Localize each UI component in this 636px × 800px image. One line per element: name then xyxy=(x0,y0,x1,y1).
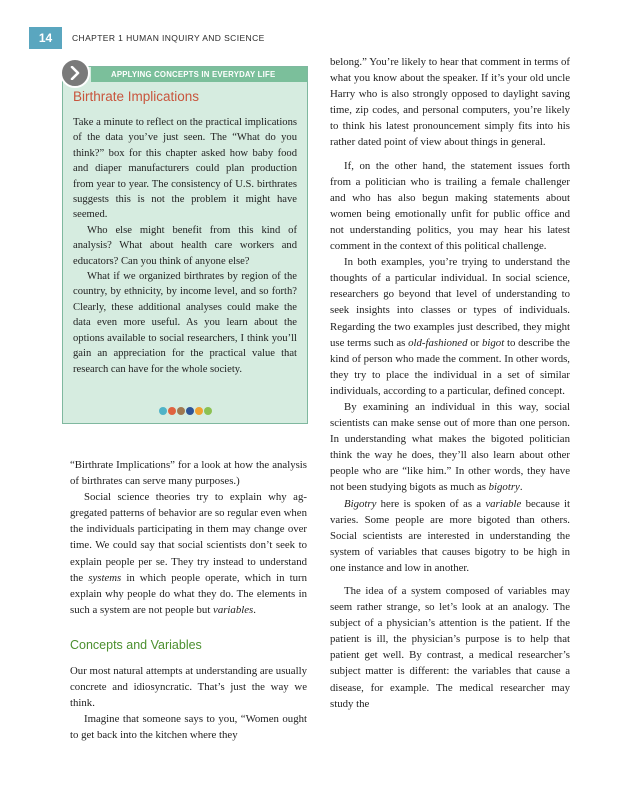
emphasis: bigotry xyxy=(488,481,520,494)
dot-icon xyxy=(186,407,194,415)
body-paragraph: Our most natural attempts at understanding are usually concrete and idiosyncratic. That’s just the way we think. xyxy=(70,664,307,710)
decorative-dots xyxy=(63,407,307,415)
text-run: . xyxy=(519,481,523,494)
dot-icon xyxy=(177,407,185,415)
box-paragraph: Take a minute to reflect on the practical implications of the data you’ve just seen. The “What do you think?” box for this chapter asked how baby food and diaper manufacturers could plan production from year to year. The consistency of U.S. birthrates suggests this is not the problem it might have seemed. xyxy=(73,117,297,221)
left-column xyxy=(70,457,307,743)
dot-icon xyxy=(195,407,203,415)
body-paragraph xyxy=(330,399,570,496)
text-run: here is spoken of as a xyxy=(376,497,486,510)
emphasis: systems xyxy=(88,571,122,584)
box-banner: APPLYING CONCEPTS IN EVERYDAY LIFE xyxy=(91,67,307,82)
text-run: to describe the kind of person who made the comment. In other words, they try to place the individual in a set of similar individuals, according to a particular, defined concept. xyxy=(330,336,570,397)
applying-concepts-box xyxy=(62,66,308,424)
text-run: Social science theories try to explain why aggregated patterns of behavior are so regular even when the individuals participating in them may change over time. We could say that social scientists don’t seek to explain people per se. They try instead to understand the xyxy=(70,491,307,584)
body-paragraph: The idea of a system composed of variables may seem rather strange, so let’s look at an analogy. The subject of a physician’s attention is the patient. If the patient is ill, the physician’s purpose is to help that patient get well. By contrast, a medical researcher’s subject matter is different: the variables that cause a disease, for example. The medical researcher may study the xyxy=(330,585,570,710)
emphasis: Bigotry xyxy=(344,497,377,510)
box-title: Birthrate Implications xyxy=(73,89,200,104)
section-heading: Concepts and Variables xyxy=(70,637,202,652)
running-head: CHAPTER 1 HUMAN INQUIRY AND SCIENCE xyxy=(72,33,265,43)
chevron-right-icon xyxy=(60,58,90,88)
body-paragraph: If, on the other hand, the statement issues forth from a politician who is trailing a female challenger and who has also begun making statements about women being emotionally unfit for public office and not understanding politics, you may hear his latest comment in the context of this political challenge. xyxy=(330,159,570,253)
emphasis: variable xyxy=(485,497,522,510)
body-paragraph: belong.” You’re likely to hear that comment in terms of what you know about the speaker. If it’s your old uncle Harry who is also strongly opposed to daylight saving time, zip codes, and personal computers, you’re likely to think his latest pronouncement simply fits into his rather dated point of view about things in general. xyxy=(330,56,570,149)
emphasis: variables xyxy=(213,603,254,616)
page-number: 14 xyxy=(29,27,62,49)
dot-icon xyxy=(159,407,167,415)
body-paragraph: Imagine that someone says to you, “Women ought to get back into the kitchen where they xyxy=(70,713,307,742)
text-run: . xyxy=(253,603,256,616)
text-run: In both examples, you’re trying to understand the thoughts of a particular individual. In social science, researchers go beyond that level of understanding to seek insights into classes or types of individuals. Regarding the two examples just described, they might use terms such as xyxy=(330,256,570,349)
body-paragraph xyxy=(330,496,570,576)
dot-icon xyxy=(168,407,176,415)
body-paragraph: “Birthrate Implications” for a look at how the analysis of birthrates can serve many purposes.) xyxy=(70,459,307,488)
text-run: in which people operate, which in turn explain why people do what they do. The elements in such a system are not people but xyxy=(70,571,307,616)
right-column xyxy=(330,54,570,712)
text-run: because it varies. Some people are more bigoted than others. Social scientists are interested in understanding the system of variables that causes bigotry to be high in one instance and low in another. xyxy=(330,497,570,574)
box-body xyxy=(73,115,297,377)
emphasis: bigot xyxy=(482,336,505,349)
body-paragraph xyxy=(330,254,570,399)
body-paragraph xyxy=(70,489,307,618)
box-paragraph: Who else might benefit from this kind of analysis? What about health care workers and educators? Can you think of anyone else? xyxy=(73,224,297,267)
dot-icon xyxy=(204,407,212,415)
chevron-right-icon-glyph xyxy=(68,66,82,80)
box-paragraph: What if we organized birthrates by region of the country, by ethnicity, by income level, and so forth? Clearly, these additional analyses could make the data even more useful. As you learn about the options available to social researchers, I think you’ll gain an appreciation for the practical value that research can have for the whole society. xyxy=(73,271,297,375)
emphasis: old-fashioned xyxy=(408,336,468,349)
text-run: By examining an individual in this way, social scientists can make sense out of more than one person. In understanding what makes the bigoted politician think the way he does, they’ll also learn about other people who are “like him.” In other words, they have not been studying bigots as much as xyxy=(330,400,570,494)
text-run: or xyxy=(467,336,482,349)
